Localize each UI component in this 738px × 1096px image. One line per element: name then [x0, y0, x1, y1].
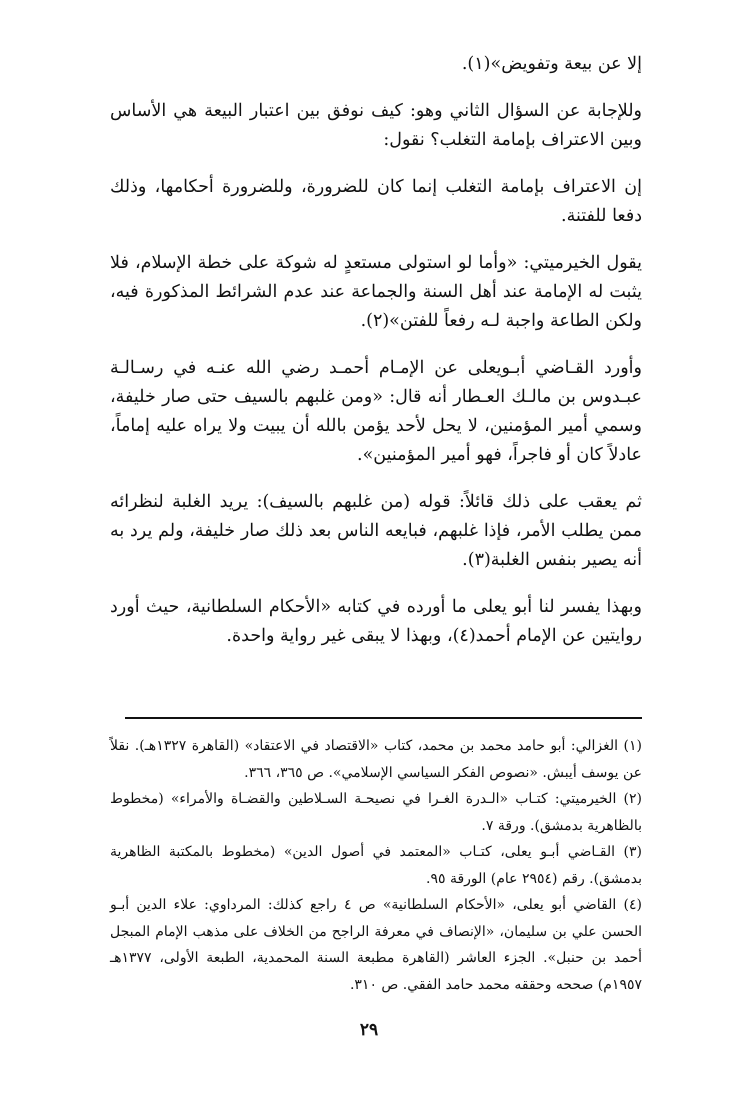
paragraph-4: يقول الخيرميتي: «وأما لو استولى مستعدٍ له شوكة على خطة الإسلام، فلا يثبت له الإمامة عند أهل السنة والجماعة عند عدم الشرائط المذكورة فيه، ولكن الطاعة واجبة لـه رفعاً للفتن»(٢). [110, 253, 642, 331]
paragraph-2: وللإجابة عن السؤال الثاني وهو: كيف نوفق بين اعتبار البيعة هي الأساس وبين الاعتراف بإمامة التغلب؟ نقول: [110, 101, 642, 150]
paragraph-1: إلا عن بيعة وتفويض»(١). [461, 54, 642, 74]
paragraph-5: وأورد القـاضي أبـويعلى عن الإمـام أحمـد رضي الله عنـه في رسـالـة عبـدوس بن مالـك العـطار أنه قال: «ومن غلبهم بالسيف حتى صار خليفة، وسمي أمير المؤمنين، لا يحل لأحد يؤمن بالله أن يبيت ولا يراه عليه إماماً، عادلاً كان أو فاجراً، فهو أمير المؤمنين». [110, 358, 642, 465]
footnote-divider [125, 717, 642, 719]
footnote-4: (٤) القاضي أبو يعلى، «الأحكام السلطانية» ص ٤ راجع كذلك: المرداوي: علاء الدين أبـو الحسن علي بن سليمان، «الإنصاف في معرفة الراجح من الخلاف على مذهب الإمام المبجل أحمد بن حنبل». الجزء العاشر (القاهرة مطبعة السنة المحمدية، الطبعة الأولى، ١٣٧٧هـ ١٩٥٧م) صححه وحققه محمد حامد الفقي. ص ٣١٠. [110, 897, 642, 993]
footnote-3: (٣) القـاضي أبـو يعلى، كتـاب «المعتمد في أصول الدين» (مخطوط بالمكتبة الظاهرية بدمشق). رقم (٢٩٥٤ عام) الورقة ٩٥. [110, 844, 642, 887]
paragraph-7: وبهذا يفسر لنا أبو يعلى ما أورده في كتابه «الأحكام السلطانية، حيث أورد روايتين عن الإمام أحمد(٤)، وبهذا لا يبقى غير رواية واحدة. [110, 597, 642, 646]
footnotes [110, 733, 642, 998]
footnote-2: (٢) الخيرميتي: كتـاب «الـدرة الغـرا في نصيحـة السـلاطين والقضـاة والأمراء» (مخطوط بالظاهرية بدمشق). ورقة ٧. [110, 791, 642, 834]
paragraph-3: إن الاعتراف بإمامة التغلب إنما كان للضرورة، وللضرورة أحكامها، وذلك دفعا للفتنة. [110, 177, 642, 226]
page-number: ٢٩ [359, 1020, 379, 1040]
main-text [110, 50, 642, 669]
footnote-1: (١) الغزالي: أبو حامد محمد بن محمد، كتاب «الاقتصاد في الاعتقاد» (القاهرة ١٣٢٧هـ). نقلاً عن يوسف أيبش. «نصوص الفكر السياسي الإسلامي». ص ٣٦٥، ٣٦٦. [110, 738, 642, 781]
paragraph-6: ثم يعقب على ذلك قائلاً: قوله (من غلبهم بالسيف): يريد الغلبة لنظرائه ممن يطلب الأمر، فإذا غلبهم، فبايعه الناس بعد ذلك صار خليفة، ولم يرد به أنه يصير بنفس الغلبة(٣). [110, 492, 642, 570]
